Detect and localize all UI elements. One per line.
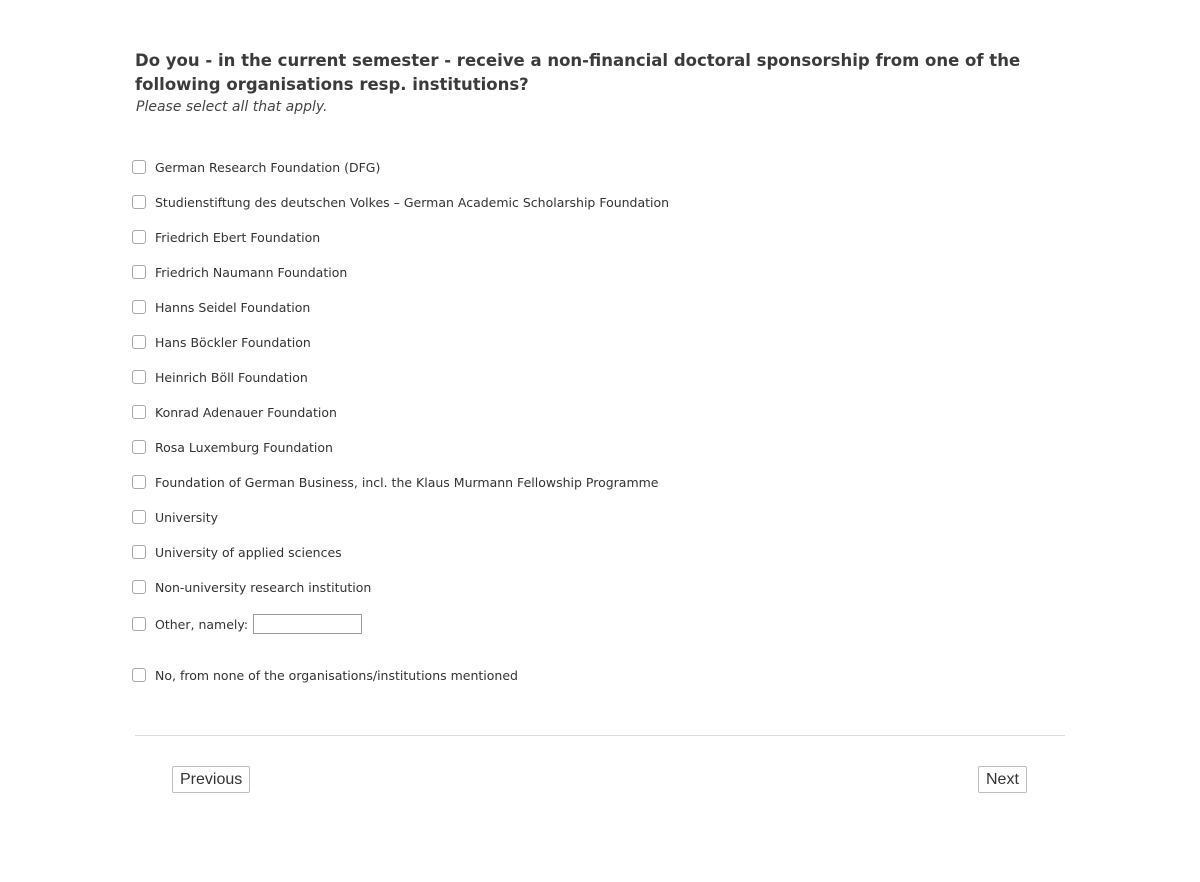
option-rosa-luxemburg[interactable] <box>132 437 333 457</box>
checkbox[interactable] <box>132 545 146 559</box>
option-konrad-adenauer[interactable] <box>132 402 337 422</box>
checkbox[interactable] <box>132 617 146 631</box>
option-label: Non-university research institution <box>155 579 372 595</box>
option-label: Heinrich Böll Foundation <box>155 369 308 385</box>
option-label: Rosa Luxemburg Foundation <box>155 439 333 455</box>
option-other[interactable] <box>132 614 362 634</box>
option-studienstiftung[interactable] <box>132 192 669 212</box>
option-hans-boeckler[interactable] <box>132 332 311 352</box>
checkbox[interactable] <box>132 230 146 244</box>
option-friedrich-ebert[interactable] <box>132 227 320 247</box>
checkbox[interactable] <box>132 265 146 279</box>
checkbox[interactable] <box>132 580 146 594</box>
checkbox[interactable] <box>132 300 146 314</box>
checkbox[interactable] <box>132 510 146 524</box>
checkbox[interactable] <box>132 335 146 349</box>
checkbox[interactable] <box>132 370 146 384</box>
option-label: University of applied sciences <box>155 544 342 560</box>
divider <box>135 735 1065 736</box>
option-heinrich-boell[interactable] <box>132 367 308 387</box>
option-label: Hans Böckler Foundation <box>155 334 311 350</box>
option-label: Konrad Adenauer Foundation <box>155 404 337 420</box>
other-text-input[interactable] <box>253 614 362 634</box>
option-label: Hanns Seidel Foundation <box>155 299 311 315</box>
option-applied-sciences[interactable] <box>132 542 342 562</box>
option-label: University <box>155 509 219 525</box>
checkbox[interactable] <box>132 668 146 682</box>
checkbox[interactable] <box>132 440 146 454</box>
checkbox[interactable] <box>132 405 146 419</box>
previous-button[interactable]: Previous <box>172 766 250 793</box>
option-label: Friedrich Naumann Foundation <box>155 264 348 280</box>
option-label: Studienstiftung des deutschen Volkes – German Academic Scholarship Foundation <box>155 194 670 210</box>
option-none[interactable] <box>132 665 518 685</box>
checkbox[interactable] <box>132 160 146 174</box>
option-dfg[interactable] <box>132 157 380 177</box>
option-label: Other, namely: <box>155 616 249 632</box>
option-non-university-research[interactable] <box>132 577 371 597</box>
question-text: Do you - in the current semester - receive a non-financial doctoral sponsorship from one of the following organisations resp. institutions? <box>135 51 1021 94</box>
option-label: Friedrich Ebert Foundation <box>155 229 321 245</box>
option-hanns-seidel[interactable] <box>132 297 310 317</box>
option-friedrich-naumann[interactable] <box>132 262 347 282</box>
option-label: No, from none of the organisations/institutions mentioned <box>155 667 518 683</box>
option-label: Foundation of German Business, incl. the Klaus Murmann Fellowship Programme <box>155 474 659 490</box>
question-hint: Please select all that apply. <box>136 99 328 115</box>
checkbox[interactable] <box>132 195 146 209</box>
next-button[interactable]: Next <box>978 766 1027 793</box>
option-university[interactable] <box>132 507 218 527</box>
option-label: German Research Foundation (DFG) <box>155 159 381 175</box>
checkbox[interactable] <box>132 475 146 489</box>
option-german-business[interactable] <box>132 472 659 492</box>
